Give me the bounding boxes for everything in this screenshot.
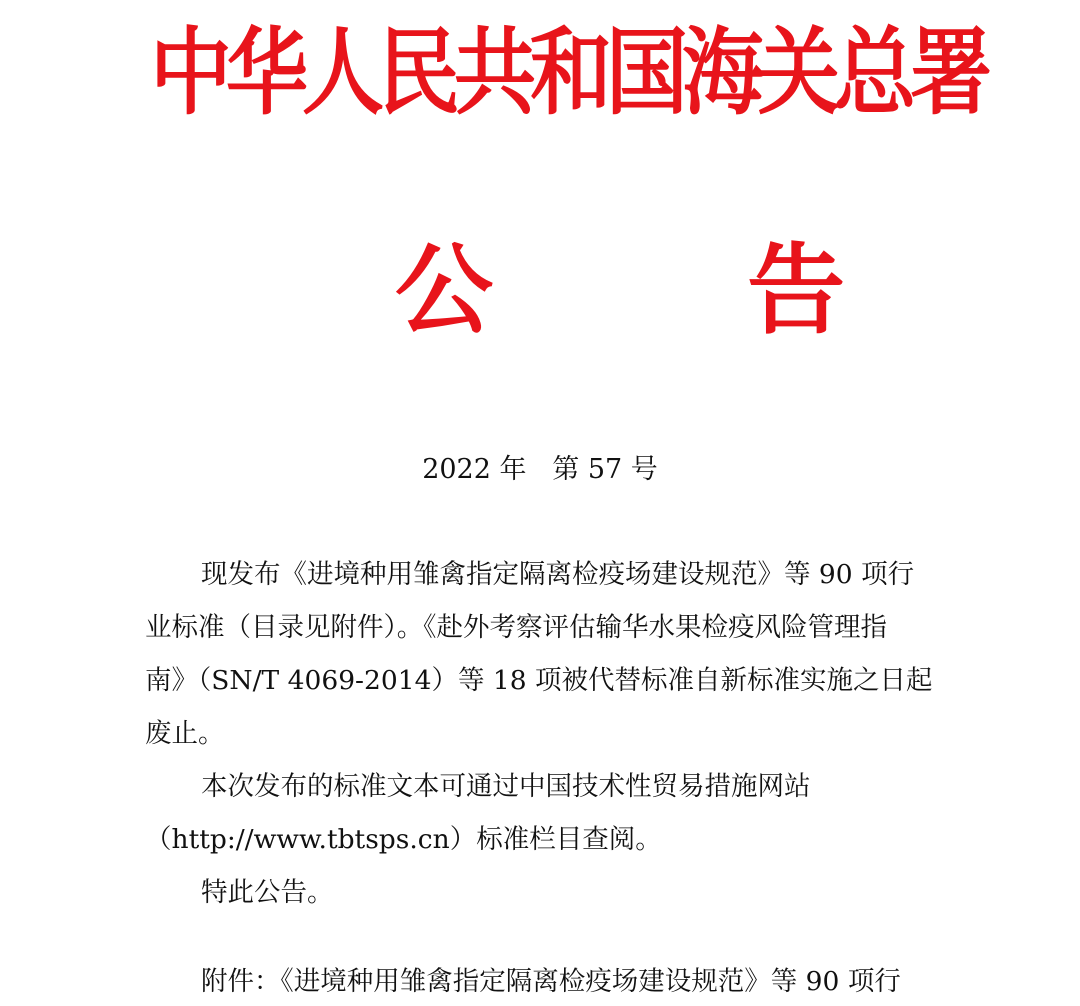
paragraph1-line: 南》（SN/T 4069-2014）等 18 项被代替标准自新标准实施之日起: [145, 665, 933, 696]
closing-line: 特此公告。: [201, 877, 334, 908]
paragraph2-line: 本次发布的标准文本可通过中国技术性贸易措施网站: [201, 771, 811, 802]
paragraph1-line: 废止。: [145, 718, 225, 749]
announcement-body: [145, 548, 945, 1006]
issuer-masthead: 中华人民共和国海关总署: [150, 18, 987, 129]
spacer: [145, 919, 945, 955]
paragraph2-line: （http://www.tbtsps.cn）标准栏目查阅。: [145, 824, 662, 855]
attachment-line: 附件：《进境种用雏禽指定隔离检疫场建设规范》等 90 项行: [201, 966, 901, 997]
document-type-title: 公 告: [395, 234, 956, 348]
paragraph1-line: 现发布《进境种用雏禽指定隔离检疫场建设规范》等 90 项行: [201, 559, 915, 590]
document-number: 2022 年 第 57 号: [422, 454, 658, 485]
paragraph1-line: 业标准（目录见附件）。《赴外考察评估输华水果检疫风险管理指: [145, 612, 887, 643]
